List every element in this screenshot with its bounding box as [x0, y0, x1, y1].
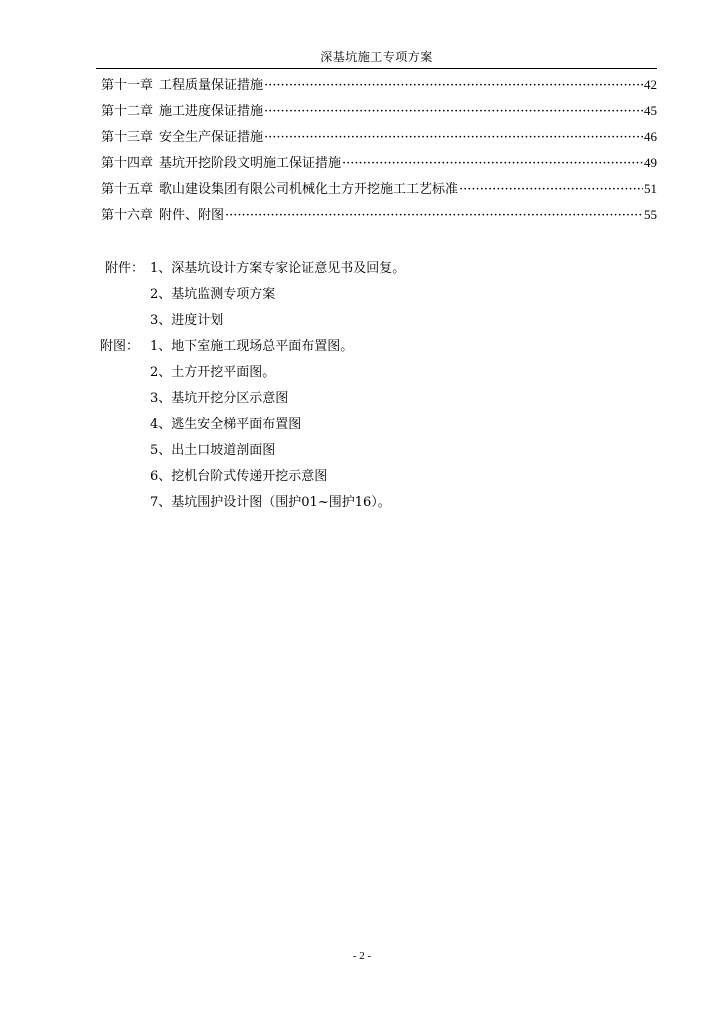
- figures-label: 附图：: [100, 339, 140, 354]
- toc-chapter-title: 基坑开挖阶段文明施工保证措施: [159, 156, 342, 171]
- toc-page-number: 49: [644, 155, 657, 170]
- toc-dot-leader: [225, 203, 643, 229]
- toc-dot-leader: [459, 177, 643, 203]
- figure-item: 4、逃生安全梯平面布置图: [150, 417, 302, 432]
- toc-chapter-number: 第十四章: [101, 156, 154, 171]
- figure-item: 6、挖机台阶式传递开挖示意图: [150, 469, 328, 484]
- attachment-item: 3、进度计划: [150, 313, 224, 328]
- toc-dot-leader: [264, 125, 643, 151]
- appendix-section: [100, 256, 660, 516]
- toc-chapter-number: 第十二章: [101, 104, 154, 119]
- toc-dot-leader: [264, 73, 643, 99]
- toc-chapter-number: 第十三章: [101, 130, 154, 145]
- figure-row: [100, 360, 660, 386]
- toc-page-number: 55: [644, 207, 657, 222]
- toc-page-number: 46: [644, 129, 657, 144]
- toc-entry: [101, 124, 657, 150]
- toc-dot-leader: [264, 99, 643, 125]
- toc-page-number: 45: [644, 103, 657, 118]
- toc-chapter-title: 附件、附图: [159, 208, 225, 223]
- toc-entry: [101, 150, 657, 176]
- figure-row: [100, 412, 660, 438]
- toc-dot-leader: [342, 151, 643, 177]
- page-header-title: 深基坑施工专项方案: [320, 50, 433, 64]
- figure-row: [100, 464, 660, 490]
- figure-item: 2、土方开挖平面图。: [150, 365, 276, 380]
- figure-item: 3、基坑开挖分区示意图: [150, 391, 289, 406]
- toc-entry: [101, 202, 657, 228]
- toc-chapter-number: 第十五章: [101, 182, 154, 197]
- figure-row: [100, 386, 660, 412]
- figure-row: [100, 334, 660, 360]
- attachment-item: 2、基坑监测专项方案: [150, 287, 276, 302]
- page-number: - 2 -: [352, 950, 372, 962]
- toc-chapter-title: 施工进度保证措施: [159, 104, 264, 119]
- figure-row: [100, 490, 660, 516]
- toc-entry: [101, 98, 657, 124]
- header-rule: [96, 68, 657, 69]
- toc-chapter-number: 第十六章: [101, 208, 154, 223]
- toc-chapter-title: 工程质量保证措施: [159, 78, 264, 93]
- table-of-contents: [101, 72, 657, 228]
- toc-page-number: 42: [644, 77, 657, 92]
- figure-item: 7、基坑围护设计图（围护01~围护16）。: [150, 495, 391, 510]
- toc-entry: [101, 72, 657, 98]
- toc-entry: [101, 176, 657, 202]
- toc-chapter-title: 安全生产保证措施: [159, 130, 264, 145]
- attachments-label: 附件：: [105, 261, 145, 276]
- figure-item: 1、地下室施工现场总平面布置图。: [150, 339, 354, 354]
- attachment-row: [100, 308, 660, 334]
- attachment-row: [100, 256, 660, 282]
- toc-chapter-title: 歌山建设集团有限公司机械化土方开挖施工工艺标准: [159, 182, 459, 197]
- figure-row: [100, 438, 660, 464]
- attachment-item: 1、深基坑设计方案专家论证意见书及回复。: [150, 261, 406, 276]
- toc-page-number: 51: [644, 181, 657, 196]
- toc-chapter-number: 第十一章: [101, 78, 154, 93]
- attachment-row: [100, 282, 660, 308]
- figure-item: 5、出土口坡道剖面图: [150, 443, 276, 458]
